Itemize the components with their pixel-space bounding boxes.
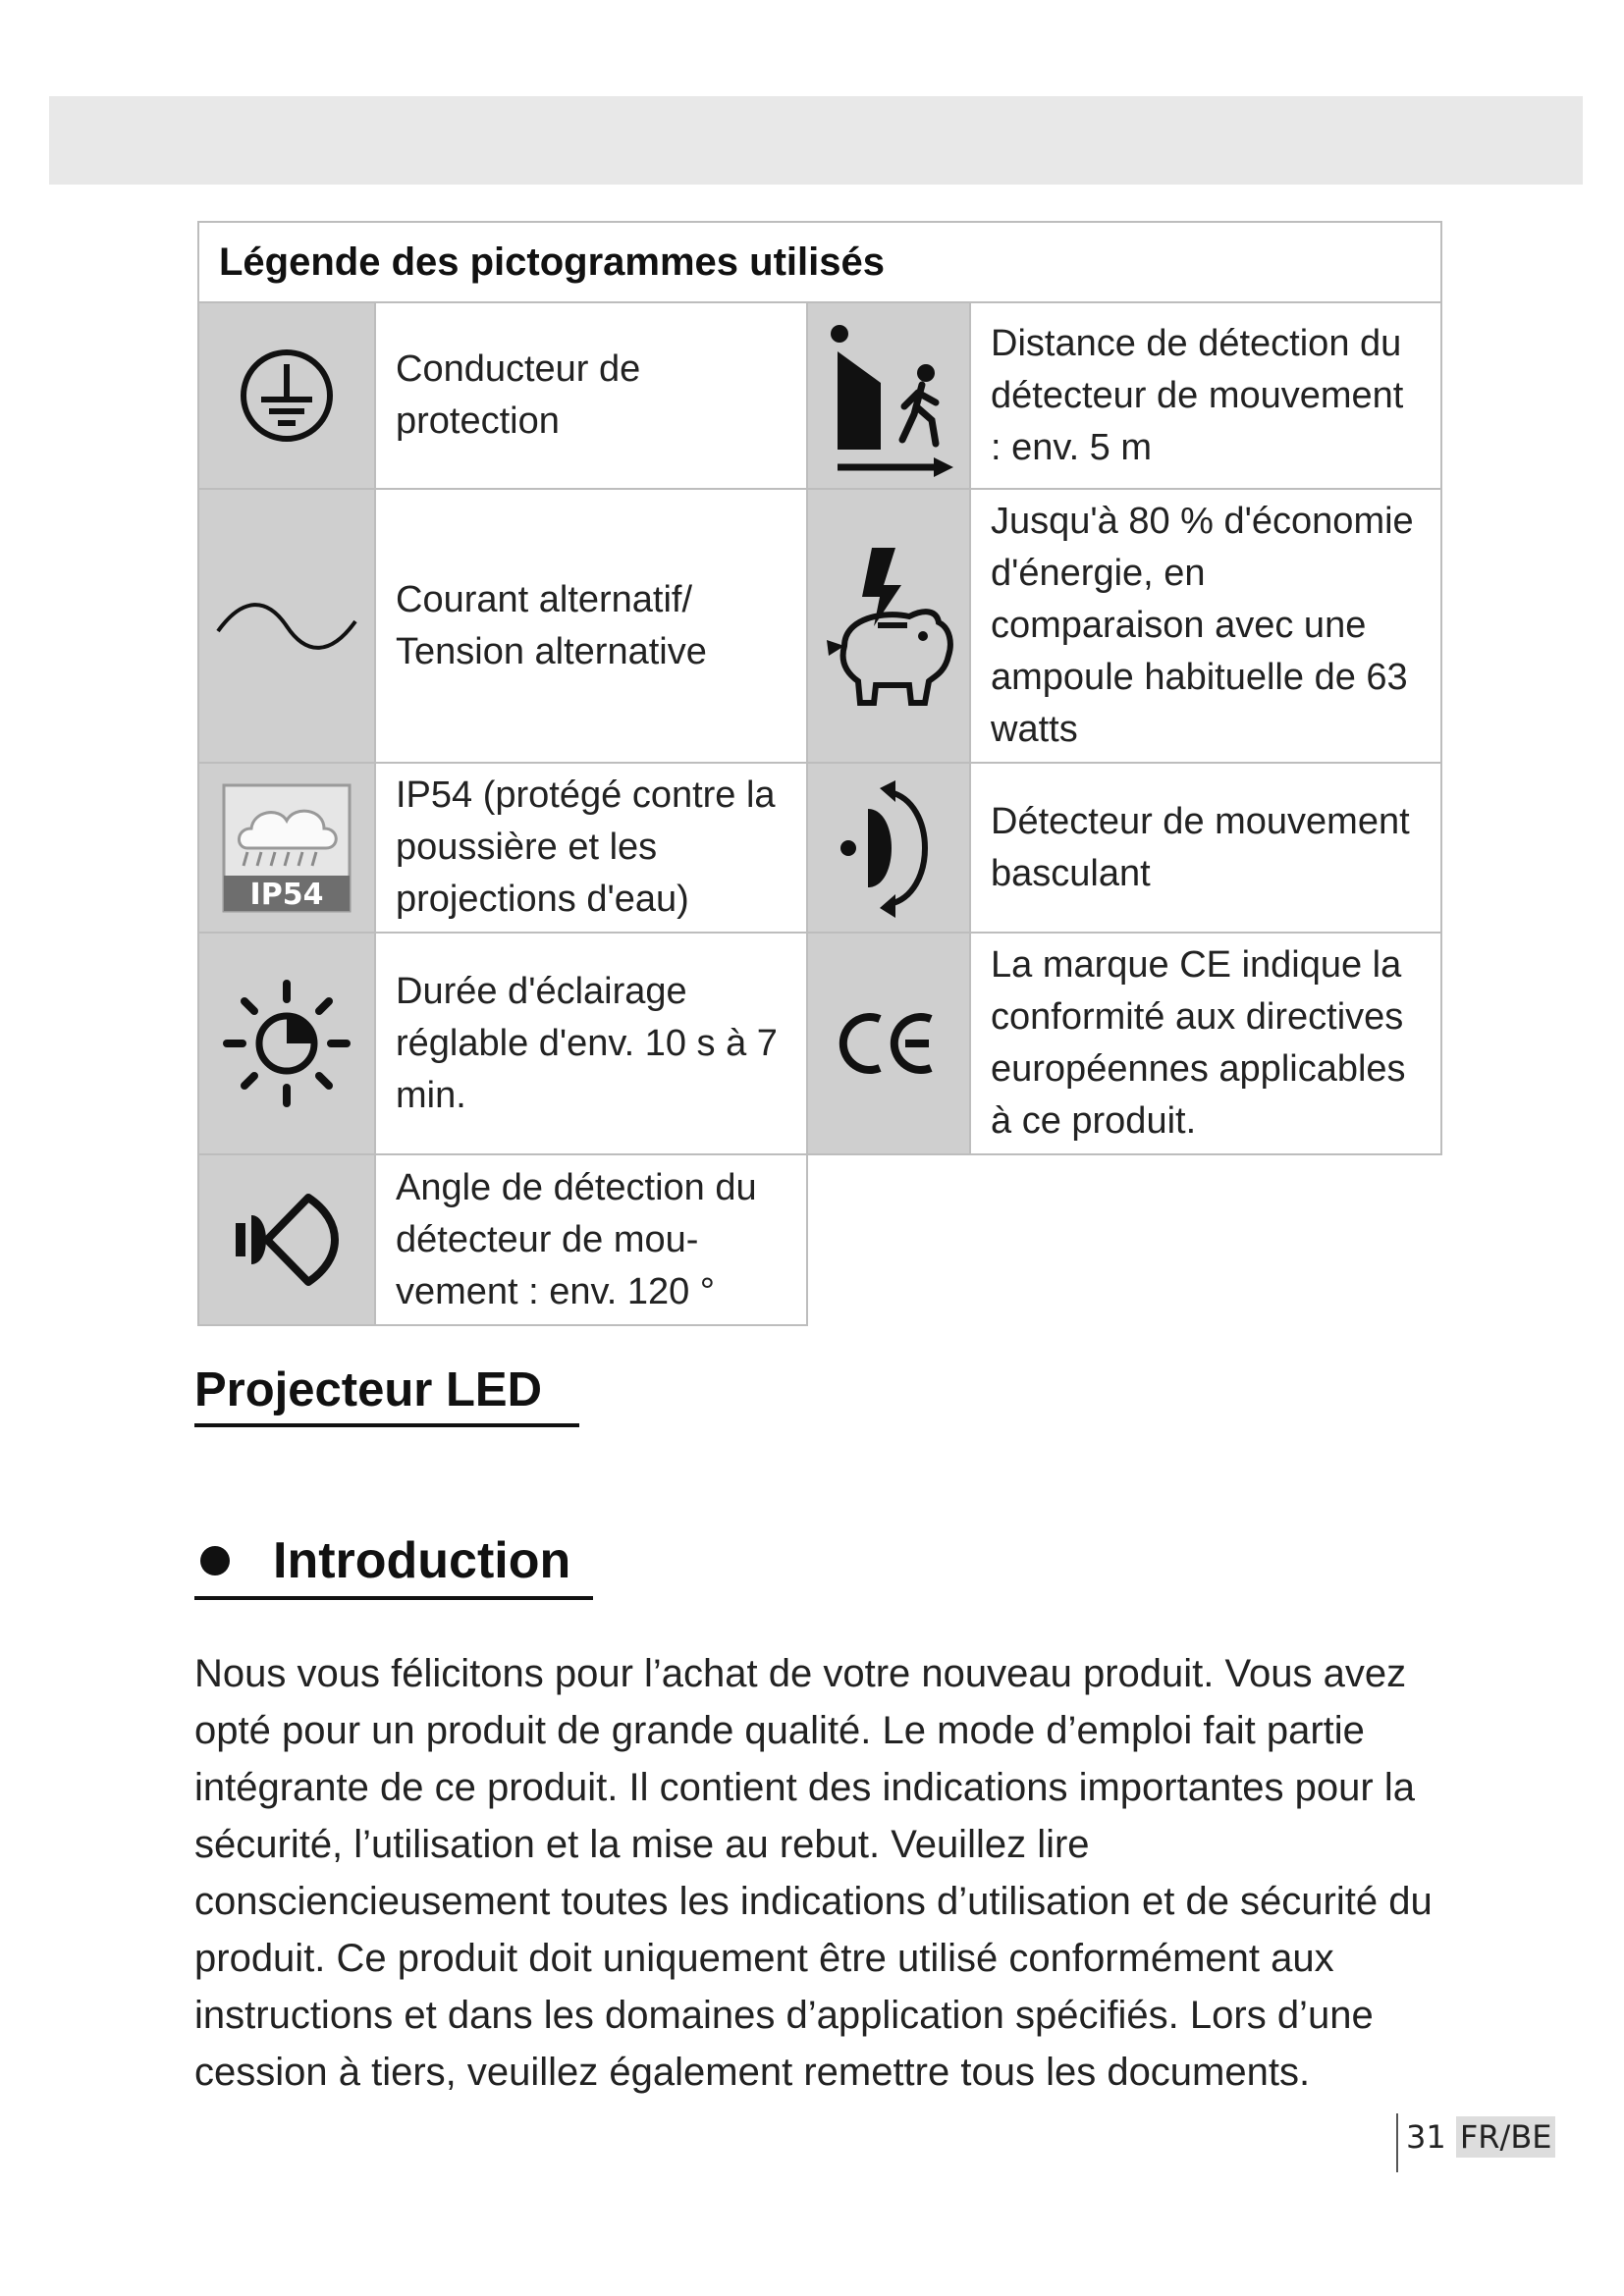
- introduction-paragraph: Nous vous félicitons pour l’achat de votre nouveau produit. Vous avez opté pour un produit de grande qualité. Le mode d’emploi fait partie intégrante de ce produit. Il contient des indications importantes pour la sécurité, l’utilisation et la mise au rebut. Veuillez lire consciencieusement toutes les indications d’utilisation et de sécurité du produit. Ce produit doit uniquement être utilisé conformément aux instructions et dans les domaines d’application spécifiés. Lors d’une cession à tiers, veuillez également remettre tous les documents.: [194, 1652, 1433, 2094]
- legend-text: Distance de détection du détecteur de mouvement : env. 5 m: [970, 302, 1441, 489]
- pictogram-legend-table: [197, 221, 1442, 1326]
- legend-title: Légende des pictogrammes utilisés: [198, 222, 1441, 302]
- protective-earth-icon: [238, 347, 336, 445]
- legend-icon-cell: [198, 489, 375, 763]
- legend-text: IP54 (protégé contre la poussière et les projections d'eau): [375, 763, 807, 933]
- header-band: [49, 96, 1583, 185]
- legend-icon-cell: [807, 763, 970, 933]
- ip54-icon: [222, 783, 352, 913]
- legend-text: Angle de détection du détecteur de mou-vement : env. 120 °: [375, 1154, 807, 1325]
- detection-angle-icon: [228, 1186, 346, 1294]
- legend-icon-cell: [807, 933, 970, 1154]
- legend-text: Jusqu'à 80 % d'économie d'énergie, en comparaison avec une ampoule habituelle de 63 watts: [970, 489, 1441, 763]
- language-code: FR/BE: [1456, 2116, 1556, 2158]
- legend-text: Conducteur de protection: [375, 302, 807, 489]
- lighting-duration-icon: [223, 980, 351, 1107]
- legend-text: Courant alternatif/ Tension alternative: [375, 489, 807, 763]
- introduction-heading: [194, 1531, 593, 1600]
- page-footer: [1406, 2118, 1555, 2156]
- page-number: 31: [1406, 2118, 1446, 2156]
- legend-icon-cell: [807, 302, 970, 489]
- legend-icon-cell: [198, 933, 375, 1154]
- ce-mark-icon: [835, 1009, 943, 1078]
- introduction-heading-text: Introduction: [273, 1532, 571, 1589]
- product-title: Projecteur LED: [194, 1362, 579, 1427]
- legend-text: Durée d'éclairage réglable d'env. 10 s à 7 min.: [375, 933, 807, 1154]
- legend-icon-cell: [198, 1154, 375, 1325]
- pivoting-motion-detector-icon: [835, 774, 943, 922]
- detection-distance-icon: [820, 312, 957, 479]
- legend-icon-cell: [198, 763, 375, 933]
- bullet-icon: [200, 1546, 230, 1575]
- footer-divider: [1396, 2113, 1398, 2172]
- legend-icon-cell: [198, 302, 375, 489]
- ip54-label: IP54: [249, 877, 324, 912]
- legend-text: Détecteur de mouvement basculant: [970, 763, 1441, 933]
- energy-saving-piggy-bank-icon: [815, 538, 962, 715]
- alternating-current-icon: [213, 592, 360, 661]
- legend-icon-cell: [807, 489, 970, 763]
- legend-text: La marque CE indique la conformité aux directives européennes applicables à ce produit.: [970, 933, 1441, 1154]
